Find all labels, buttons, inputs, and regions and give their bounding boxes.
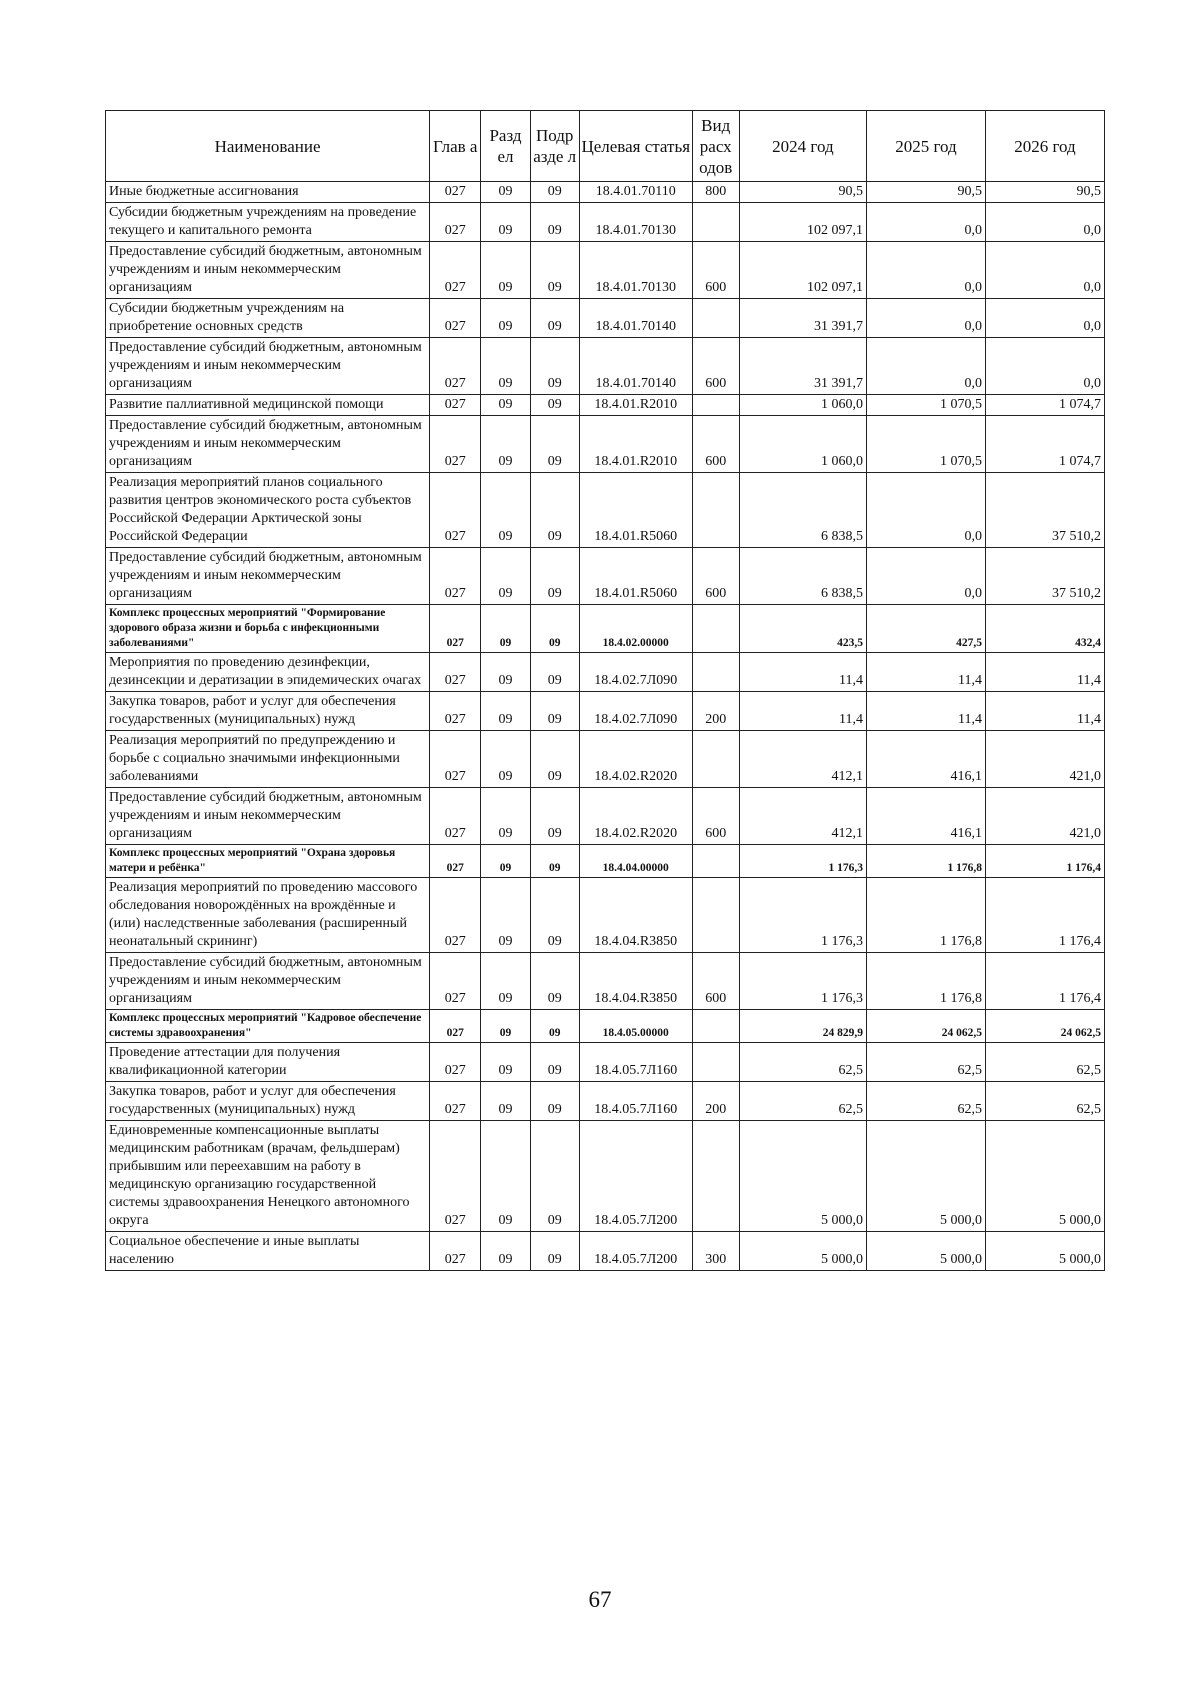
cell-vid: 600	[692, 338, 739, 395]
cell-glava: 027	[430, 473, 481, 548]
cell-name: Предоставление субсидий бюджетным, автономным учреждениям и иным некоммерческим организациям	[106, 338, 430, 395]
cell-name: Предоставление субсидий бюджетным, автономным учреждениям и иным некоммерческим организациям	[106, 548, 430, 605]
cell-name: Мероприятия по проведению дезинфекции, дезинсекции и дератизации в эпидемических очагах	[106, 653, 430, 692]
cell-podrazdel: 09	[530, 878, 579, 953]
cell-2025: 1 070,5	[866, 395, 985, 416]
table-row	[106, 878, 1105, 953]
cell-2024: 102 097,1	[739, 203, 866, 242]
cell-vid	[692, 1121, 739, 1232]
cell-2025: 0,0	[866, 473, 985, 548]
cell-2025: 90,5	[866, 182, 985, 203]
cell-celevaya: 18.4.02.R2020	[579, 731, 692, 788]
cell-podrazdel: 09	[530, 731, 579, 788]
cell-glava: 027	[430, 1121, 481, 1232]
cell-2026: 1 074,7	[985, 395, 1104, 416]
cell-2025: 62,5	[866, 1082, 985, 1121]
cell-celevaya: 18.4.01.70110	[579, 182, 692, 203]
cell-2024: 1 060,0	[739, 416, 866, 473]
cell-glava: 027	[430, 878, 481, 953]
cell-glava: 027	[430, 1010, 481, 1043]
cell-vid: 600	[692, 788, 739, 845]
cell-podrazdel: 09	[530, 1010, 579, 1043]
cell-name: Предоставление субсидий бюджетным, автономным учреждениям и иным некоммерческим организациям	[106, 788, 430, 845]
cell-celevaya: 18.4.01.R2010	[579, 395, 692, 416]
cell-name: Единовременные компенсационные выплаты медицинским работникам (врачам, фельдшерам) прибывшим или переехавшим на работу в медицинскую организацию государственной системы здравоохранения Ненецкого автономного округа	[106, 1121, 430, 1232]
cell-celevaya: 18.4.05.7Л160	[579, 1043, 692, 1082]
cell-2025: 1 176,8	[866, 878, 985, 953]
cell-podrazdel: 09	[530, 182, 579, 203]
cell-2025: 416,1	[866, 788, 985, 845]
cell-2024: 90,5	[739, 182, 866, 203]
cell-podrazdel: 09	[530, 338, 579, 395]
cell-razdel: 09	[481, 953, 530, 1010]
cell-2024: 5 000,0	[739, 1232, 866, 1271]
cell-podrazdel: 09	[530, 1232, 579, 1271]
cell-podrazdel: 09	[530, 548, 579, 605]
cell-name: Иные бюджетные ассигнования	[106, 182, 430, 203]
cell-2024: 1 176,3	[739, 953, 866, 1010]
cell-2026: 0,0	[985, 299, 1104, 338]
cell-vid: 300	[692, 1232, 739, 1271]
cell-2026: 5 000,0	[985, 1232, 1104, 1271]
cell-2025: 0,0	[866, 548, 985, 605]
table-row	[106, 1232, 1105, 1271]
header-name: Наименование	[106, 111, 430, 182]
cell-razdel: 09	[481, 605, 530, 653]
cell-2024: 1 176,3	[739, 878, 866, 953]
cell-celevaya: 18.4.05.7Л160	[579, 1082, 692, 1121]
cell-glava: 027	[430, 338, 481, 395]
cell-2026: 0,0	[985, 242, 1104, 299]
cell-2025: 427,5	[866, 605, 985, 653]
cell-2026: 24 062,5	[985, 1010, 1104, 1043]
cell-2026: 432,4	[985, 605, 1104, 653]
table-row	[106, 953, 1105, 1010]
table-row	[106, 338, 1105, 395]
cell-podrazdel: 09	[530, 1082, 579, 1121]
cell-glava: 027	[430, 845, 481, 878]
table-header-row	[106, 111, 1105, 182]
cell-glava: 027	[430, 242, 481, 299]
cell-name: Предоставление субсидий бюджетным, автономным учреждениям и иным некоммерческим организациям	[106, 242, 430, 299]
cell-glava: 027	[430, 203, 481, 242]
cell-vid: 200	[692, 692, 739, 731]
cell-podrazdel: 09	[530, 788, 579, 845]
cell-glava: 027	[430, 953, 481, 1010]
cell-razdel: 09	[481, 473, 530, 548]
cell-2026: 421,0	[985, 731, 1104, 788]
table-row	[106, 203, 1105, 242]
cell-razdel: 09	[481, 878, 530, 953]
cell-razdel: 09	[481, 692, 530, 731]
cell-2026: 0,0	[985, 203, 1104, 242]
cell-name: Предоставление субсидий бюджетным, автономным учреждениям и иным некоммерческим организациям	[106, 416, 430, 473]
cell-glava: 027	[430, 548, 481, 605]
cell-razdel: 09	[481, 653, 530, 692]
cell-vid	[692, 845, 739, 878]
cell-2026: 37 510,2	[985, 473, 1104, 548]
table-row	[106, 1043, 1105, 1082]
cell-name: Реализация мероприятий по проведению массового обследования новорождённых на врождённые и (или) наследственные заболевания (расширенный неонатальный скрининг)	[106, 878, 430, 953]
cell-glava: 027	[430, 1232, 481, 1271]
cell-podrazdel: 09	[530, 692, 579, 731]
cell-podrazdel: 09	[530, 299, 579, 338]
cell-podrazdel: 09	[530, 203, 579, 242]
header-2025: 2025 год	[866, 111, 985, 182]
cell-razdel: 09	[481, 203, 530, 242]
cell-2025: 24 062,5	[866, 1010, 985, 1043]
cell-podrazdel: 09	[530, 845, 579, 878]
table-row	[106, 788, 1105, 845]
cell-vid	[692, 299, 739, 338]
table-row	[106, 242, 1105, 299]
cell-2024: 62,5	[739, 1043, 866, 1082]
cell-name: Реализация мероприятий планов социального развития центров экономического роста субъектов Российской Федерации Арктической зоны Российской Федерации	[106, 473, 430, 548]
cell-glava: 027	[430, 1082, 481, 1121]
cell-2024: 6 838,5	[739, 473, 866, 548]
header-celevaya: Целевая статья	[579, 111, 692, 182]
cell-glava: 027	[430, 692, 481, 731]
cell-glava: 027	[430, 731, 481, 788]
budget-table	[105, 110, 1105, 1271]
cell-celevaya: 18.4.01.R5060	[579, 548, 692, 605]
cell-2025: 62,5	[866, 1043, 985, 1082]
cell-name: Комплекс процессных мероприятий "Формирование здорового образа жизни и борьба с инфекционными заболеваниями"	[106, 605, 430, 653]
cell-2024: 11,4	[739, 653, 866, 692]
table-row	[106, 299, 1105, 338]
cell-razdel: 09	[481, 1010, 530, 1043]
cell-podrazdel: 09	[530, 1043, 579, 1082]
cell-2026: 5 000,0	[985, 1121, 1104, 1232]
cell-vid: 600	[692, 242, 739, 299]
table-row	[106, 182, 1105, 203]
cell-glava: 027	[430, 182, 481, 203]
cell-name: Закупка товаров, работ и услуг для обеспечения государственных (муниципальных) нужд	[106, 1082, 430, 1121]
cell-vid: 800	[692, 182, 739, 203]
cell-2026: 0,0	[985, 338, 1104, 395]
cell-2025: 1 070,5	[866, 416, 985, 473]
cell-razdel: 09	[481, 299, 530, 338]
header-2026: 2026 год	[985, 111, 1104, 182]
cell-celevaya: 18.4.05.00000	[579, 1010, 692, 1043]
table-row	[106, 731, 1105, 788]
cell-2024: 102 097,1	[739, 242, 866, 299]
cell-name: Проведение аттестации для получения квалификационной категории	[106, 1043, 430, 1082]
cell-razdel: 09	[481, 1043, 530, 1082]
cell-2026: 1 176,4	[985, 845, 1104, 878]
table-row	[106, 473, 1105, 548]
cell-podrazdel: 09	[530, 242, 579, 299]
cell-glava: 027	[430, 788, 481, 845]
cell-vid	[692, 1043, 739, 1082]
cell-2024: 1 176,3	[739, 845, 866, 878]
cell-celevaya: 18.4.04.00000	[579, 845, 692, 878]
table-row	[106, 605, 1105, 653]
cell-razdel: 09	[481, 242, 530, 299]
cell-vid	[692, 653, 739, 692]
cell-2025: 1 176,8	[866, 953, 985, 1010]
cell-vid: 600	[692, 416, 739, 473]
cell-celevaya: 18.4.01.70140	[579, 338, 692, 395]
cell-vid	[692, 1010, 739, 1043]
cell-celevaya: 18.4.02.7Л090	[579, 653, 692, 692]
cell-2025: 11,4	[866, 692, 985, 731]
cell-celevaya: 18.4.02.R2020	[579, 788, 692, 845]
cell-razdel: 09	[481, 731, 530, 788]
cell-glava: 027	[430, 299, 481, 338]
cell-2024: 412,1	[739, 731, 866, 788]
table-row	[106, 653, 1105, 692]
table-row	[106, 1082, 1105, 1121]
cell-2026: 11,4	[985, 692, 1104, 731]
cell-celevaya: 18.4.01.70140	[579, 299, 692, 338]
cell-2026: 1 176,4	[985, 953, 1104, 1010]
cell-razdel: 09	[481, 182, 530, 203]
cell-razdel: 09	[481, 395, 530, 416]
cell-vid	[692, 731, 739, 788]
cell-celevaya: 18.4.01.70130	[579, 242, 692, 299]
cell-celevaya: 18.4.05.7Л200	[579, 1121, 692, 1232]
cell-2026: 421,0	[985, 788, 1104, 845]
cell-2026: 11,4	[985, 653, 1104, 692]
cell-glava: 027	[430, 653, 481, 692]
cell-2026: 1 074,7	[985, 416, 1104, 473]
cell-podrazdel: 09	[530, 1121, 579, 1232]
header-vid: Вид расх одов	[692, 111, 739, 182]
cell-2024: 31 391,7	[739, 338, 866, 395]
table-row	[106, 548, 1105, 605]
header-glava: Глав а	[430, 111, 481, 182]
cell-2026: 1 176,4	[985, 878, 1104, 953]
cell-razdel: 09	[481, 845, 530, 878]
cell-vid	[692, 605, 739, 653]
cell-celevaya: 18.4.02.00000	[579, 605, 692, 653]
cell-2025: 0,0	[866, 338, 985, 395]
cell-vid: 600	[692, 953, 739, 1010]
cell-celevaya: 18.4.02.7Л090	[579, 692, 692, 731]
cell-celevaya: 18.4.05.7Л200	[579, 1232, 692, 1271]
cell-name: Субсидии бюджетным учреждениям на проведение текущего и капитального ремонта	[106, 203, 430, 242]
cell-razdel: 09	[481, 548, 530, 605]
cell-2026: 90,5	[985, 182, 1104, 203]
cell-name: Развитие паллиативной медицинской помощи	[106, 395, 430, 416]
cell-razdel: 09	[481, 338, 530, 395]
cell-2025: 5 000,0	[866, 1232, 985, 1271]
table-row	[106, 1010, 1105, 1043]
cell-razdel: 09	[481, 788, 530, 845]
table-row	[106, 692, 1105, 731]
cell-glava: 027	[430, 1043, 481, 1082]
cell-celevaya: 18.4.04.R3850	[579, 953, 692, 1010]
cell-razdel: 09	[481, 416, 530, 473]
cell-podrazdel: 09	[530, 653, 579, 692]
cell-2026: 62,5	[985, 1043, 1104, 1082]
cell-podrazdel: 09	[530, 953, 579, 1010]
header-razdel: Разд ел	[481, 111, 530, 182]
cell-name: Реализация мероприятий по предупреждению и борьбе с социально значимыми инфекционными заболеваниями	[106, 731, 430, 788]
table-body	[106, 182, 1105, 1271]
cell-podrazdel: 09	[530, 395, 579, 416]
cell-2024: 1 060,0	[739, 395, 866, 416]
table-row	[106, 395, 1105, 416]
cell-name: Комплекс процессных мероприятий "Кадровое обеспечение системы здравоохранения"	[106, 1010, 430, 1043]
cell-vid: 200	[692, 1082, 739, 1121]
cell-2024: 11,4	[739, 692, 866, 731]
cell-2025: 1 176,8	[866, 845, 985, 878]
cell-vid	[692, 473, 739, 548]
cell-vid	[692, 203, 739, 242]
cell-2025: 0,0	[866, 203, 985, 242]
table-row	[106, 1121, 1105, 1232]
cell-razdel: 09	[481, 1121, 530, 1232]
cell-name: Социальное обеспечение и иные выплаты населению	[106, 1232, 430, 1271]
cell-2024: 62,5	[739, 1082, 866, 1121]
cell-celevaya: 18.4.01.R2010	[579, 416, 692, 473]
cell-celevaya: 18.4.01.70130	[579, 203, 692, 242]
page-number: 67	[588, 1587, 612, 1612]
cell-2024: 423,5	[739, 605, 866, 653]
cell-name: Закупка товаров, работ и услуг для обеспечения государственных (муниципальных) нужд	[106, 692, 430, 731]
cell-2025: 11,4	[866, 653, 985, 692]
cell-2026: 37 510,2	[985, 548, 1104, 605]
cell-2024: 6 838,5	[739, 548, 866, 605]
cell-2025: 0,0	[866, 299, 985, 338]
cell-vid	[692, 395, 739, 416]
cell-2024: 31 391,7	[739, 299, 866, 338]
cell-2024: 412,1	[739, 788, 866, 845]
cell-glava: 027	[430, 416, 481, 473]
table-row	[106, 845, 1105, 878]
cell-2025: 416,1	[866, 731, 985, 788]
cell-razdel: 09	[481, 1232, 530, 1271]
cell-2025: 0,0	[866, 242, 985, 299]
cell-name: Предоставление субсидий бюджетным, автономным учреждениям и иным некоммерческим организациям	[106, 953, 430, 1010]
cell-name: Субсидии бюджетным учреждениям на приобретение основных средств	[106, 299, 430, 338]
cell-glava: 027	[430, 395, 481, 416]
cell-podrazdel: 09	[530, 473, 579, 548]
cell-celevaya: 18.4.04.R3850	[579, 878, 692, 953]
cell-podrazdel: 09	[530, 416, 579, 473]
cell-2025: 5 000,0	[866, 1121, 985, 1232]
table-row	[106, 416, 1105, 473]
cell-name: Комплекс процессных мероприятий "Охрана здоровья матери и ребёнка"	[106, 845, 430, 878]
header-2024: 2024 год	[739, 111, 866, 182]
cell-glava: 027	[430, 605, 481, 653]
cell-celevaya: 18.4.01.R5060	[579, 473, 692, 548]
cell-podrazdel: 09	[530, 605, 579, 653]
cell-vid: 600	[692, 548, 739, 605]
header-podrazdel: Подр азде л	[530, 111, 579, 182]
cell-razdel: 09	[481, 1082, 530, 1121]
cell-vid	[692, 878, 739, 953]
cell-2024: 24 829,9	[739, 1010, 866, 1043]
cell-2024: 5 000,0	[739, 1121, 866, 1232]
cell-2026: 62,5	[985, 1082, 1104, 1121]
